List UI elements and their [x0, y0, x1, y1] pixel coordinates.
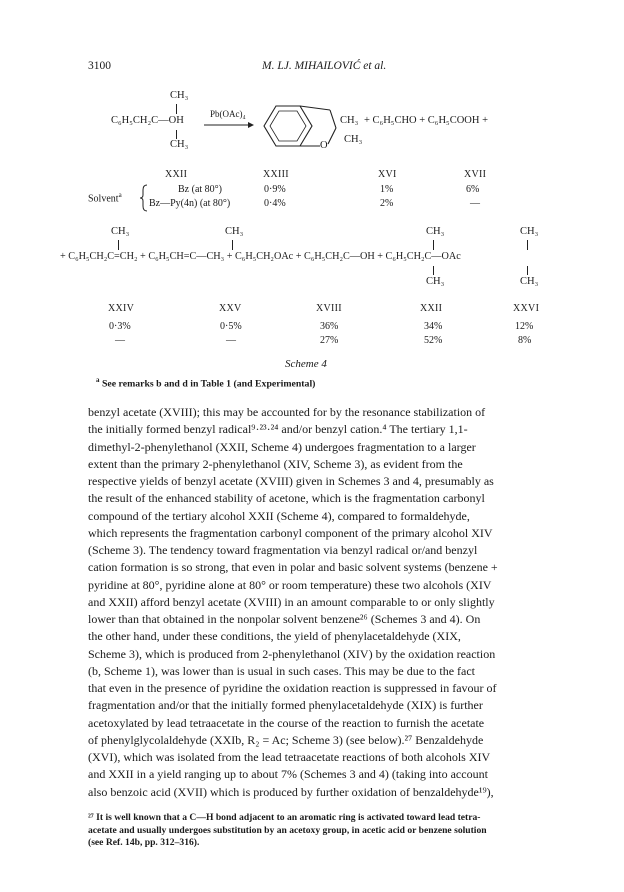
- body-line: lower than that obtained in the nonpolar solvent benzene²⁶ (Schemes 3 and 4). On: [88, 612, 481, 626]
- reaction-arrow: [204, 121, 254, 129]
- reagent-bottom-methyl: CH₃: [170, 139, 189, 150]
- xxiv-bond: [118, 240, 119, 250]
- body-line: pyridine at 80°, pyridine alone at 80° or room temperature) these two alcohols (XIV: [88, 577, 492, 592]
- footnote-line: (see Ref. 14b, pp. 312–316).: [88, 837, 200, 848]
- solvent-benzene: Bz (at 80°): [178, 184, 222, 195]
- reagent-bottom-bond: [176, 130, 177, 139]
- xxiii-yield-b: 0·4%: [264, 198, 286, 209]
- scheme-footnote: $^a$ See remarks b and d in Table 1 (and Experimental): [96, 376, 316, 390]
- xxii-yield-a: 34%: [424, 321, 443, 332]
- xxvi-bond-top: [527, 240, 528, 250]
- solvent-benzene-pyridine: Bz—Py(4n) (at 80°): [149, 198, 231, 209]
- ring-methyl-bottom: CH₃: [344, 134, 363, 145]
- body-line: the initially formed benzyl radical⁹·²³·²⁴ and/or benzyl cation.⁴ The tertiary 1,1-: [88, 422, 468, 437]
- page-footnote: [88, 812, 548, 850]
- xvi-yield-b: 2%: [380, 198, 394, 209]
- xviii-yield-a: 36%: [320, 321, 339, 332]
- xxii-methyl-bottom: CH₃: [426, 276, 445, 287]
- label-xvi: XVI: [378, 169, 397, 180]
- xvii-yield-a: 6%: [466, 184, 480, 195]
- body-line: fragmentation and/or that the initially formed phenylacetaldehyde (XIX) is further: [88, 698, 483, 713]
- xviii-yield-b: 27%: [320, 335, 339, 346]
- xxii-methyl-top: CH₃: [426, 226, 445, 237]
- label-xxiv: XXIV: [108, 303, 135, 314]
- label-xvii: XVII: [464, 169, 487, 180]
- xxv-yield-a: 0·5%: [220, 321, 242, 332]
- xxvi-yield-b: 8%: [518, 335, 532, 346]
- xvi-yield-a: 1%: [380, 184, 394, 195]
- body-line: acetoxylated by lead tetraacetate in the course of the reaction to furnish the acetate: [88, 715, 485, 730]
- xxiv-methyl: CH₃: [111, 226, 130, 237]
- label-xxv: XXV: [219, 303, 242, 314]
- ring-oxygen: O: [320, 140, 328, 151]
- body-line: the result of the enhanced stability of acetone, which is the fragmentation carbonyl: [88, 491, 485, 506]
- xxvi-yield-a: 12%: [515, 321, 534, 332]
- xxii-bond-top: [433, 240, 434, 250]
- reagent-formula: C₆H₅CH₂C—OH: [111, 115, 184, 126]
- xxvi-methyl-top: CH₃: [520, 226, 539, 237]
- footnote-line: acetate and usually undergoes substitution by an acetoxy group, in acetic acid or benzene solution: [88, 824, 487, 836]
- solvent-brace-icon: [140, 184, 148, 212]
- body-line: extent than the primary 2-phenylethanol (XIV, Scheme 3), as evident from the: [88, 456, 463, 471]
- ring-methyl-top: CH₃: [340, 115, 359, 126]
- body-line: that even in the presence of pyridine the oxidation reaction is suppressed in favour of: [88, 681, 497, 695]
- body-line: compound of the tertiary alcohol XXII (Scheme 4), compared to formaldehyde,: [88, 508, 470, 523]
- products-right: + C₆H₅CHO + C₆H₅COOH +: [364, 115, 489, 126]
- label-xxii: XXII: [165, 169, 188, 180]
- label-xxvi: XXVI: [513, 303, 540, 314]
- xxiv-yield-a: 0·3%: [109, 321, 131, 332]
- solvent-label: Solvent$^a$: [88, 191, 122, 205]
- scheme-caption: Scheme 4: [285, 358, 327, 370]
- xvii-yield-b: —: [470, 198, 480, 209]
- arrow-label: Pb(OAc)₄: [210, 109, 246, 119]
- xxiii-yield-a: 0·9%: [264, 184, 286, 195]
- xxvi-methyl-bottom: CH₃: [520, 276, 539, 287]
- body-line: benzyl acetate (XVIII); this may be accounted for by the resonance stabilization of: [88, 405, 486, 419]
- body-line: of phenylglycolaldehyde (XXIb, R₂ = Ac; Scheme 3) (see below).²⁷ Benzaldehyde: [88, 732, 484, 747]
- xxii-bond-bottom: [433, 266, 434, 275]
- body-line: (XVI), which was isolated from the lead tetraacetate reactions of both alcohols XIV: [88, 750, 491, 764]
- label-xxiii: XXIII: [263, 169, 289, 180]
- xxvi-bond-bottom: [527, 266, 528, 275]
- body-line: and XXII in a yield ranging up to about 7% (Schemes 3 and 4) (taking into account: [88, 767, 488, 782]
- xxiv-yield-b: —: [115, 335, 125, 346]
- xxv-yield-b: —: [226, 335, 236, 346]
- xxv-methyl: CH₃: [225, 226, 244, 237]
- body-line: cation formation is so strong, that even in polar and basic solvent systems (benzene +: [88, 560, 498, 575]
- footnote-line: ²⁷ It is well known that a C—H bond adjacent to an aromatic ring is activated toward lead tetra-: [88, 812, 481, 823]
- body-paragraph: [88, 404, 548, 801]
- body-line: also benzoic acid (XVII) which is produced by further oxidation of benzaldehyde¹⁹),: [88, 784, 494, 799]
- body-line: (b, Scheme 1), was lower than is usual in such cases. This may be due to the fact: [88, 663, 476, 678]
- body-line: (Scheme 3). The tendency toward fragmentation via benzyl radical or/and benzyl: [88, 543, 478, 557]
- label-xxii-2: XXII: [420, 303, 443, 314]
- reagent-top-bond: [176, 104, 177, 114]
- page-number: 3100: [88, 60, 111, 72]
- benzofuran-structure-icon: [256, 96, 346, 156]
- body-line: and XXII) afford benzyl acetate (XVIII) in an amount comparable to or only slightly: [88, 594, 495, 609]
- label-xviii: XVIII: [316, 303, 342, 314]
- body-line: Scheme 3), which is produced from 2-phenylethanol (XIV) by the oxidation reaction: [88, 646, 496, 661]
- body-line: respective yields of benzyl acetate (XVIII) given in Schemes 3 and 4, presumably as: [88, 474, 494, 488]
- xxv-bond: [232, 240, 233, 250]
- body-line: which represents the fragmentation carbonyl component of the primary alcohol XIV: [88, 525, 493, 540]
- product-line-formula: + C₆H₅CH₂C=CH₂ + C₆H₅CH=C—CH₃ + C₆H₅CH₂OAc + C₆H₅CH₂C—OH + C₆H₅CH₂C—OAc: [60, 251, 461, 262]
- body-line: dimethyl-2-phenylethanol (XXII, Scheme 4) undergoes fragmentation to a larger: [88, 439, 476, 454]
- xxii-yield-b: 52%: [424, 335, 443, 346]
- reagent-top-methyl: CH₃: [170, 90, 189, 101]
- body-line: the other hand, under these conditions, the yield of phenylacetaldehyde (XIX,: [88, 629, 461, 644]
- running-title: M. LJ. MIHAILOVIĆ et al.: [262, 60, 387, 72]
